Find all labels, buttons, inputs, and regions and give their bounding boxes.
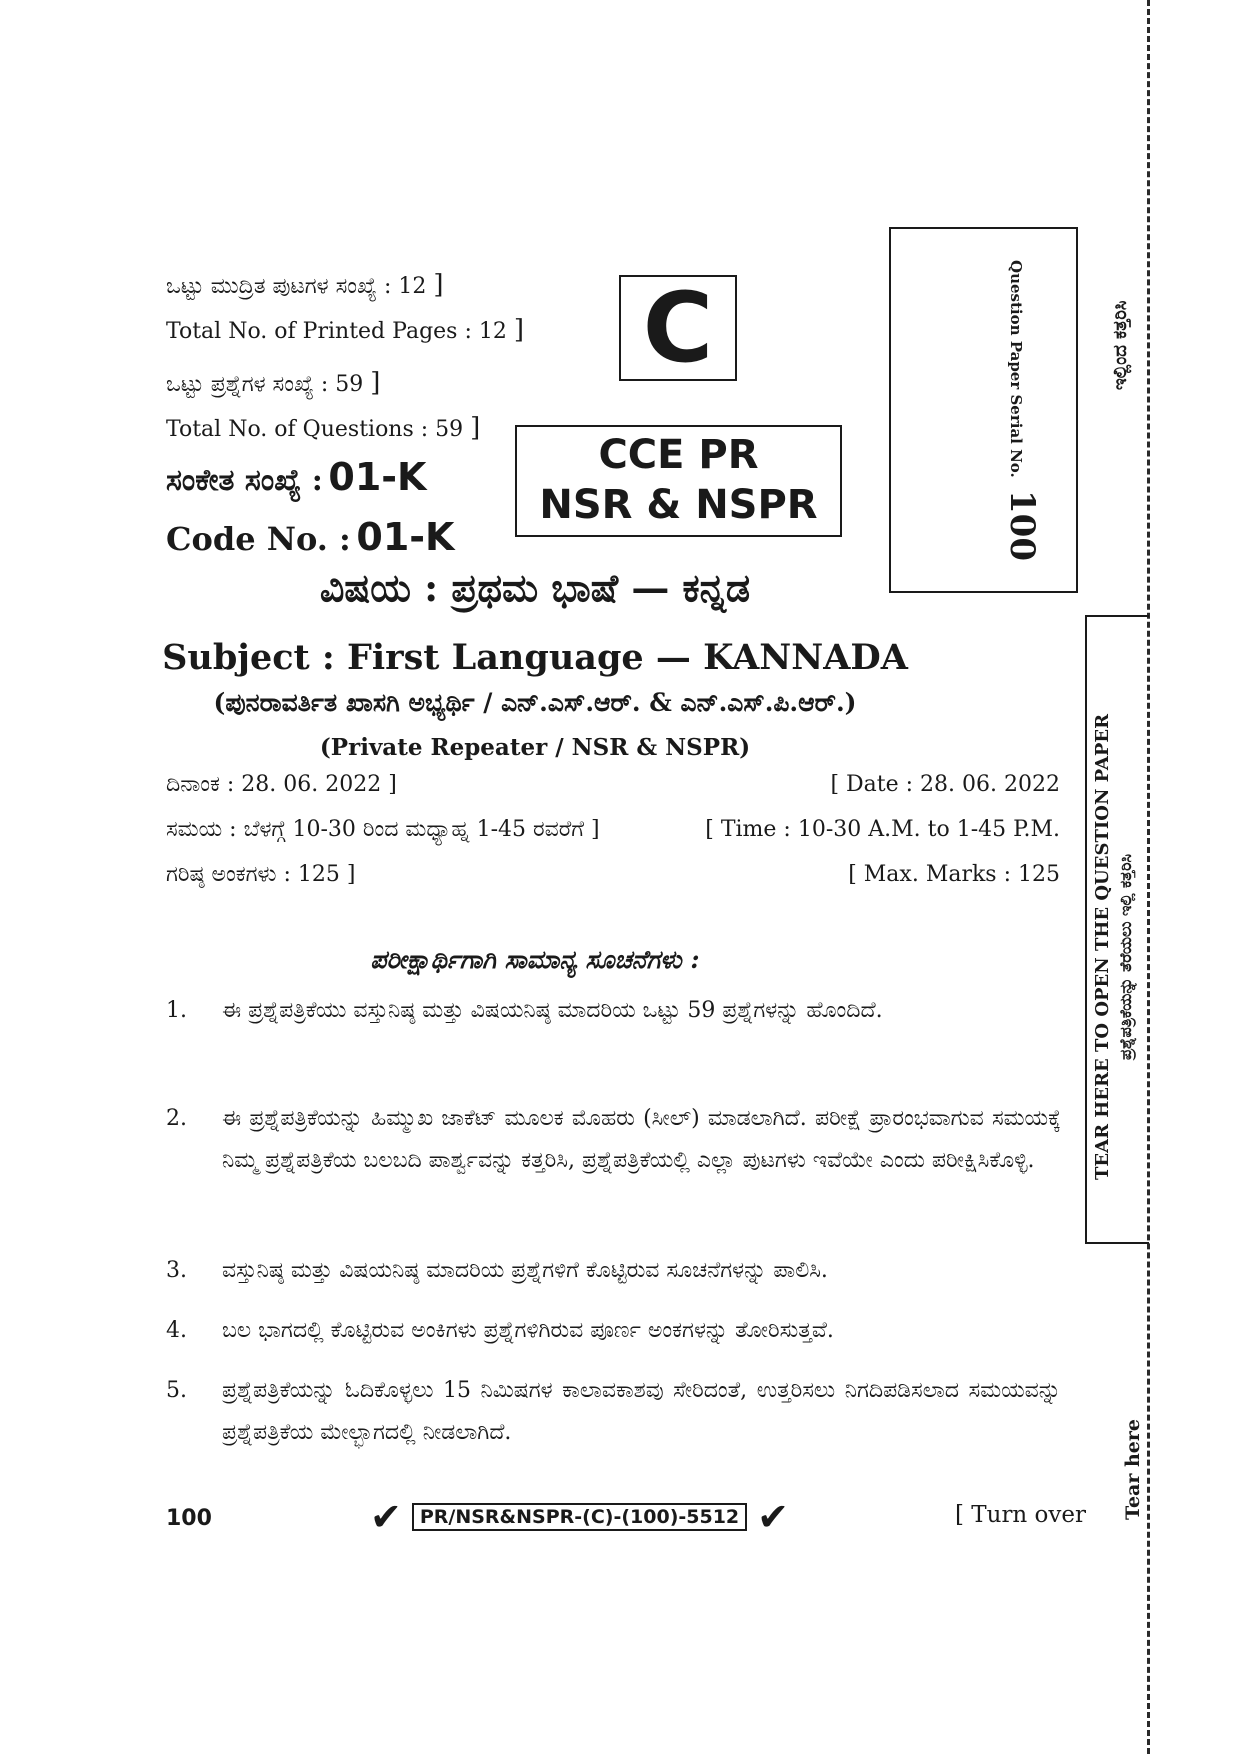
paper-version-box — [619, 272, 737, 384]
footer-code-group — [370, 1495, 789, 1539]
instruction-item — [166, 1370, 1061, 1454]
time-kannada: ಸಮಯ : ಬೆಳಗ್ಗೆ 10-30 ರಿಂದ ಮಧ್ಯಾಹ್ನ 1-45 ರವರೆಗೆ ] — [166, 817, 600, 842]
instruction-text: ಈ ಪ್ರಶ್ನೆಪತ್ರಿಕೆಯನ್ನು ಹಿಮ್ಮುಖ ಜಾಕೆಟ್ ಮೂಲಕ ಮೊಹರು (ಸೀಲ್) ಮಾಡಲಾಗಿದೆ. ಪರೀಕ್ಷೆ ಪ್ರಾರಂಭವಾಗುವ ಸಮಯಕ್ಕೆ ನಿಮ್ಮ ಪ್ರಶ್ನೆಪತ್ರಿಕೆಯ ಬಲಬದಿ ಪಾರ್ಶ್ವವನ್ನು ಕತ್ತರಿಸಿ, ಪ್ರಶ್ನೆಪತ್ರಿಕೆಯಲ್ಲಿ ಎಲ್ಲಾ ಪುಟಗಳು ಇವೆಯೇ ಎಂದು ಪರೀಕ್ಷಿಸಿಕೊಳ್ಳಿ. — [222, 1106, 1061, 1173]
instruction-item — [166, 1250, 1061, 1292]
printed-pages-kannada: ಒಟ್ಟು ಮುದ್ರಿತ ಪುಟಗಳ ಸಂಖ್ಯೆ : 12 ] — [166, 270, 444, 300]
instruction-text: ವಸ್ತುನಿಷ್ಠ ಮತ್ತು ವಿಷಯನಿಷ್ಠ ಮಾದರಿಯ ಪ್ರಶ್ನೆಗಳಿಗೆ ಕೊಟ್ಟಿರುವ ಸೂಚನೆಗಳನ್ನು ಪಾಲಿಸಿ. — [222, 1258, 828, 1283]
instruction-item — [166, 1098, 1061, 1182]
candidate-category-english: (Private Repeater / NSR & NSPR) — [319, 734, 751, 761]
instructions-title: ಪರೀಕ್ಷಾರ್ಥಿಗಾಗಿ ಸಾಮಾನ್ಯ ಸೂಚನೆಗಳು : — [370, 945, 700, 974]
exam-type-box — [515, 425, 842, 537]
instruction-number: 5. — [166, 1378, 187, 1403]
instruction-number: 1. — [166, 998, 187, 1023]
candidate-category-kannada: (ಪುನರಾವರ್ತಿತ ಖಾಸಗಿ ಅಭ್ಯರ್ಥಿ / ಎನ್.ಎಸ್.ಆರ್. & ಎನ್.ಎಸ್.ಪಿ.ಆರ್.) — [213, 688, 857, 717]
instruction-number: 4. — [166, 1318, 187, 1343]
code-number-kannada: ಸಂಕೇತ ಸಂಖ್ಯೆ : 01-K — [166, 455, 427, 499]
instruction-number: 2. — [166, 1106, 187, 1131]
date-english: [ Date : 28. 06. 2022 — [830, 772, 1060, 797]
date-kannada: ದಿನಾಂಕ : 28. 06. 2022 ] — [166, 772, 397, 797]
footer-paper-code: PR/NSR&NSPR-(C)-(100)-5512 — [412, 1503, 747, 1531]
paper-version-letter: C — [642, 272, 714, 384]
serial-number-value: 100 — [1002, 490, 1042, 561]
tear-instruction-kannada: ಪ್ರಶ್ನೆಪತ್ರಿಕೆಯನ್ನು ತೆರೆಯಲು ಇಲ್ಲಿ ಕತ್ತರಿಸಿ — [1116, 853, 1135, 1060]
max-marks-kannada: ಗರಿಷ್ಠ ಅಂಕಗಳು : 125 ] — [166, 862, 356, 887]
questions-count-kannada: ಒಟ್ಟು ಪ್ರಶ್ನೆಗಳ ಸಂಖ್ಯೆ : 59 ] — [166, 368, 381, 398]
tear-here-label: Tear here — [1122, 1419, 1144, 1520]
instruction-text: ಬಲ ಭಾಗದಲ್ಲಿ ಕೊಟ್ಟಿರುವ ಅಂಕಿಗಳು ಪ್ರಶ್ನೆಗಳಿಗಿರುವ ಪೂರ್ಣ ಅಂಕಗಳನ್ನು ತೋರಿಸುತ್ತವೆ. — [222, 1318, 834, 1343]
instruction-item — [166, 990, 1061, 1032]
exam-type-line1: CCE PR — [598, 432, 759, 478]
footer-page-number: 100 — [166, 1506, 212, 1531]
instruction-text: ಈ ಪ್ರಶ್ನೆಪತ್ರಿಕೆಯು ವಸ್ತುನಿಷ್ಠ ಮತ್ತು ವಿಷಯನಿಷ್ಠ ಮಾದರಿಯ ಒಟ್ಟು 59 ಪ್ರಶ್ನೆಗಳನ್ನು ಹೊಂದಿದೆ. — [222, 998, 883, 1023]
questions-count-english: Total No. of Questions : 59 ] — [166, 413, 481, 443]
tear-instruction-english: TEAR HERE TO OPEN THE QUESTION PAPER — [1092, 713, 1113, 1180]
subject-kannada: ವಿಷಯ : ಪ್ರಥಮ ಭಾಷೆ — ಕನ್ನಡ — [319, 565, 751, 610]
code-number-english: Code No. : 01-K — [166, 515, 455, 559]
turn-over-label: [ Turn over — [955, 1502, 1087, 1528]
check-mark-icon: ✔ — [757, 1495, 789, 1539]
instruction-item — [166, 1310, 1061, 1352]
check-mark-icon: ✔ — [370, 1495, 402, 1539]
instruction-number: 3. — [166, 1258, 187, 1283]
printed-pages-english: Total No. of Printed Pages : 12 ] — [166, 315, 525, 345]
max-marks-english: [ Max. Marks : 125 — [848, 862, 1060, 887]
cut-here-kannada: ಇಲ್ಲಿಂದ ಕತ್ತರಿಸಿ — [1110, 300, 1131, 390]
time-english: [ Time : 10-30 A.M. to 1-45 P.M. — [705, 817, 1060, 842]
subject-english: Subject : First Language — KANNADA — [162, 637, 908, 678]
serial-number-label: Question Paper Serial No. — [1007, 260, 1025, 478]
exam-type-line2: NSR & NSPR — [539, 482, 818, 528]
serial-number-box — [889, 227, 1078, 593]
instruction-text: ಪ್ರಶ್ನೆಪತ್ರಿಕೆಯನ್ನು ಓದಿಕೊಳ್ಳಲು 15 ನಿಮಿಷಗಳ ಕಾಲಾವಕಾಶವು ಸೇರಿದಂತೆ, ಉತ್ತರಿಸಲು ನಿಗದಿಪಡಿಸಲಾದ ಸಮಯವನ್ನು ಪ್ರಶ್ನೆಪತ್ರಿಕೆಯ ಮೇಲ್ಭಾಗದಲ್ಲಿ ನೀಡಲಾಗಿದೆ. — [222, 1378, 1061, 1445]
